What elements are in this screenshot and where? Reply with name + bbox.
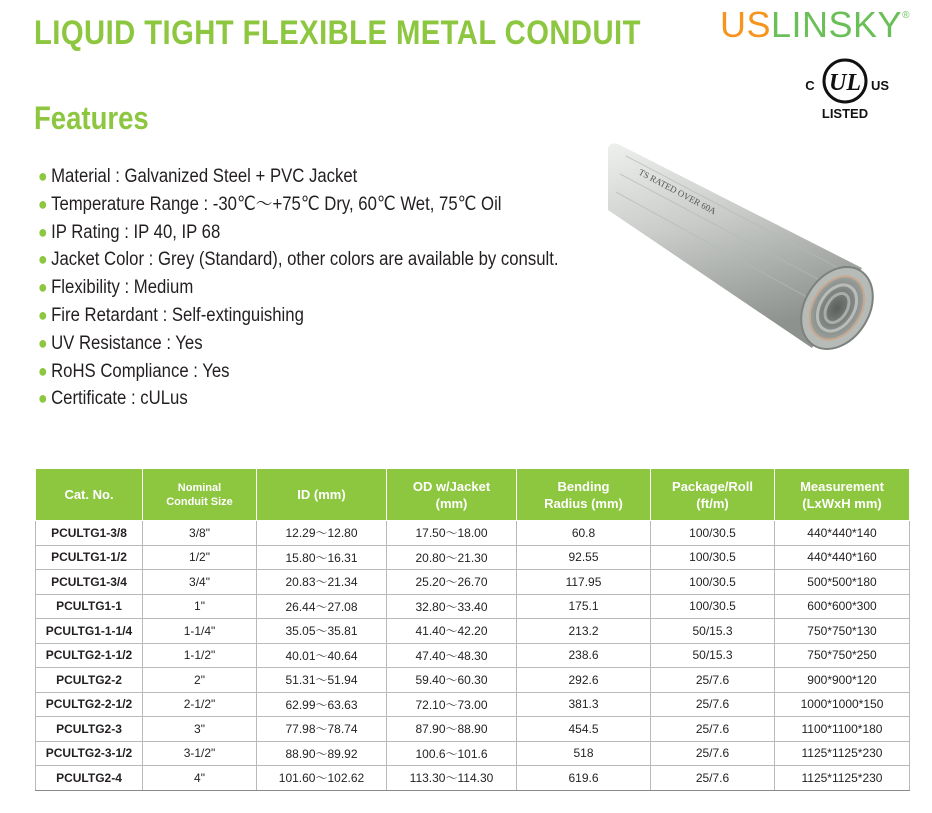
feature-text: Temperature Range : -30℃～+75℃ Dry, 60℃ Wet, 75℃ Oil (51, 193, 502, 215)
header-line: Cat. No. (64, 487, 114, 502)
header-line: OD w/Jacket (412, 478, 491, 494)
table-row (36, 594, 910, 619)
registered-mark: ® (902, 10, 910, 21)
cell-od: 20.80～21.30 (387, 545, 517, 570)
spec-table-body (36, 521, 910, 791)
bullet-icon: ● (38, 388, 48, 409)
cell-id: 15.80～16.31 (257, 545, 387, 570)
feature-text: Flexibility : Medium (51, 277, 194, 299)
header-line: Bending (557, 478, 610, 494)
cell-package-roll: 25/7.6 (651, 741, 775, 766)
cell-od: 47.40～48.30 (387, 643, 517, 668)
cell-cat-no: PCULTG1-1 (36, 594, 143, 619)
cell-bending-radius: 117.95 (517, 570, 651, 595)
cell-id: 12.29～12.80 (257, 521, 387, 546)
cell-nominal-size: 1-1/4" (143, 619, 257, 644)
cell-bending-radius: 92.55 (517, 545, 651, 570)
cell-nominal-size: 4" (143, 766, 257, 791)
cell-cat-no: PCULTG2-2 (36, 668, 143, 693)
bullet-icon: ● (38, 360, 48, 381)
cell-package-roll: 100/30.5 (651, 594, 775, 619)
bullet-icon: ● (38, 304, 48, 325)
cell-nominal-size: 2-1/2" (143, 692, 257, 717)
cell-measurement: 440*440*140 (775, 521, 910, 546)
cell-measurement: 1100*1100*180 (775, 717, 910, 742)
cell-od: 41.40～42.20 (387, 619, 517, 644)
cell-package-roll: 100/30.5 (651, 570, 775, 595)
table-row (36, 545, 910, 570)
header-line: Measurement (800, 478, 884, 494)
cell-id: 62.99～63.63 (257, 692, 387, 717)
cell-od: 25.20～26.70 (387, 570, 517, 595)
feature-item (38, 359, 559, 387)
ul-c-mark: C (805, 78, 815, 93)
cell-bending-radius: 213.2 (517, 619, 651, 644)
cell-od: 72.10～73.00 (387, 692, 517, 717)
feature-item (38, 303, 559, 331)
cell-measurement: 500*500*180 (775, 570, 910, 595)
cell-id: 20.83～21.34 (257, 570, 387, 595)
column-header-measurement (775, 469, 910, 521)
cell-od: 87.90～88.90 (387, 717, 517, 742)
cell-bending-radius: 381.3 (517, 692, 651, 717)
cell-measurement: 750*750*250 (775, 643, 910, 668)
feature-text: Fire Retardant : Self-extinguishing (51, 304, 304, 326)
cell-measurement: 1000*1000*150 (775, 692, 910, 717)
cell-package-roll: 100/30.5 (651, 521, 775, 546)
cell-bending-radius: 238.6 (517, 643, 651, 668)
page-title: LIQUID TIGHT FLEXIBLE METAL CONDUIT (34, 14, 641, 52)
brand-logo-us: US (720, 4, 772, 45)
cell-od: 17.50～18.00 (387, 521, 517, 546)
features-heading: Features (34, 100, 149, 136)
table-row (36, 619, 910, 644)
cell-package-roll: 25/7.6 (651, 668, 775, 693)
cell-measurement: 900*900*120 (775, 668, 910, 693)
cell-cat-no: PCULTG2-1-1/2 (36, 643, 143, 668)
feature-text: UV Resistance : Yes (51, 332, 203, 354)
header-line: Conduit Size (166, 495, 233, 508)
cell-bending-radius: 454.5 (517, 717, 651, 742)
bullet-icon: ● (38, 193, 48, 214)
conduit-print-text: TS RATED OVER 60A (637, 166, 718, 217)
cell-nominal-size: 1" (143, 594, 257, 619)
cell-nominal-size: 3-1/2" (143, 741, 257, 766)
table-row (36, 521, 910, 546)
cell-id: 77.98～78.74 (257, 717, 387, 742)
cell-measurement: 600*600*300 (775, 594, 910, 619)
cell-nominal-size: 3/4" (143, 570, 257, 595)
spec-table (35, 468, 910, 791)
cell-id: 40.01～40.64 (257, 643, 387, 668)
cell-package-roll: 50/15.3 (651, 643, 775, 668)
column-header-bending-radius (517, 469, 651, 521)
table-row (36, 692, 910, 717)
bullet-icon: ● (38, 221, 48, 242)
feature-text: Material : Galvanized Steel + PVC Jacket (51, 166, 358, 187)
cell-id: 35.05～35.81 (257, 619, 387, 644)
bullet-icon: ● (38, 249, 48, 270)
table-row (36, 570, 910, 595)
bullet-icon: ● (38, 277, 48, 298)
brand-logo-linsky: LINSKY (771, 4, 903, 45)
cell-package-roll: 25/7.6 (651, 692, 775, 717)
feature-text: Jacket Color : Grey (Standard), other colors are available by consult. (51, 249, 559, 271)
feature-item (38, 164, 559, 192)
bullet-icon: ● (38, 166, 48, 186)
ul-us-mark: US (870, 78, 890, 93)
cell-nominal-size: 2" (143, 668, 257, 693)
header-line: Radius (mm) (544, 495, 623, 511)
cell-od: 59.40～60.30 (387, 668, 517, 693)
header-line: (mm) (435, 495, 468, 511)
cell-bending-radius: 619.6 (517, 766, 651, 791)
cell-measurement: 1125*1125*230 (775, 766, 910, 791)
cell-cat-no: PCULTG2-4 (36, 766, 143, 791)
column-header-od (387, 469, 517, 521)
table-row (36, 766, 910, 791)
cell-bending-radius: 292.6 (517, 668, 651, 693)
table-row (36, 643, 910, 668)
feature-text: RoHS Compliance : Yes (51, 360, 230, 382)
cell-measurement: 440*440*160 (775, 545, 910, 570)
table-header-row (36, 469, 910, 521)
cell-package-roll: 100/30.5 (651, 545, 775, 570)
table-row (36, 717, 910, 742)
ul-listed-label: LISTED (821, 106, 869, 121)
header-line: ID (mm) (297, 487, 346, 502)
feature-list (38, 164, 629, 414)
cell-package-roll: 25/7.6 (651, 766, 775, 791)
cell-od: 100.6～101.6 (387, 741, 517, 766)
cell-od: 113.30～114.30 (387, 766, 517, 791)
header-line: (ft/m) (696, 495, 729, 511)
feature-item (38, 386, 559, 414)
feature-item (38, 275, 559, 303)
feature-item (38, 247, 559, 275)
header-line: Nominal (177, 481, 222, 494)
cell-bending-radius: 518 (517, 741, 651, 766)
cell-cat-no: PCULTG2-3 (36, 717, 143, 742)
cell-nominal-size: 3/8" (143, 521, 257, 546)
cell-id: 26.44～27.08 (257, 594, 387, 619)
table-row (36, 668, 910, 693)
cell-id: 88.90～89.92 (257, 741, 387, 766)
cell-cat-no: PCULTG1-1-1/4 (36, 619, 143, 644)
feature-text: Certificate : cULus (51, 388, 188, 410)
cell-cat-no: PCULTG1-1/2 (36, 545, 143, 570)
brand-logo (720, 4, 910, 46)
feature-item (38, 192, 559, 220)
cell-nominal-size: 3" (143, 717, 257, 742)
header-line: Package/Roll (672, 478, 753, 494)
cell-cat-no: PCULTG2-3-1/2 (36, 741, 143, 766)
cell-nominal-size: 1-1/2" (143, 643, 257, 668)
cell-measurement: 1125*1125*230 (775, 741, 910, 766)
cell-nominal-size: 1/2" (143, 545, 257, 570)
cell-package-roll: 25/7.6 (651, 717, 775, 742)
feature-item (38, 220, 559, 248)
cell-bending-radius: 175.1 (517, 594, 651, 619)
cell-cat-no: PCULTG2-2-1/2 (36, 692, 143, 717)
cell-cat-no: PCULTG1-3/8 (36, 521, 143, 546)
cul-listed-logo (800, 52, 890, 124)
cell-od: 32.80～33.40 (387, 594, 517, 619)
cell-id: 51.31～51.94 (257, 668, 387, 693)
column-header-package-roll (651, 469, 775, 521)
cell-package-roll: 50/15.3 (651, 619, 775, 644)
cell-cat-no: PCULTG1-3/4 (36, 570, 143, 595)
header-line: (LxWxH mm) (802, 495, 882, 511)
column-header-nominal-size (143, 469, 257, 521)
cell-bending-radius: 60.8 (517, 521, 651, 546)
cell-id: 101.60～102.62 (257, 766, 387, 791)
column-header-id (257, 469, 387, 521)
table-row (36, 741, 910, 766)
bullet-icon: ● (38, 332, 48, 353)
column-header-cat-no (36, 469, 143, 521)
cell-measurement: 750*750*130 (775, 619, 910, 644)
ul-mark: UL (829, 70, 861, 96)
feature-text: IP Rating : IP 40, IP 68 (51, 221, 221, 243)
conduit-product-image (606, 140, 876, 360)
feature-item (38, 331, 559, 359)
